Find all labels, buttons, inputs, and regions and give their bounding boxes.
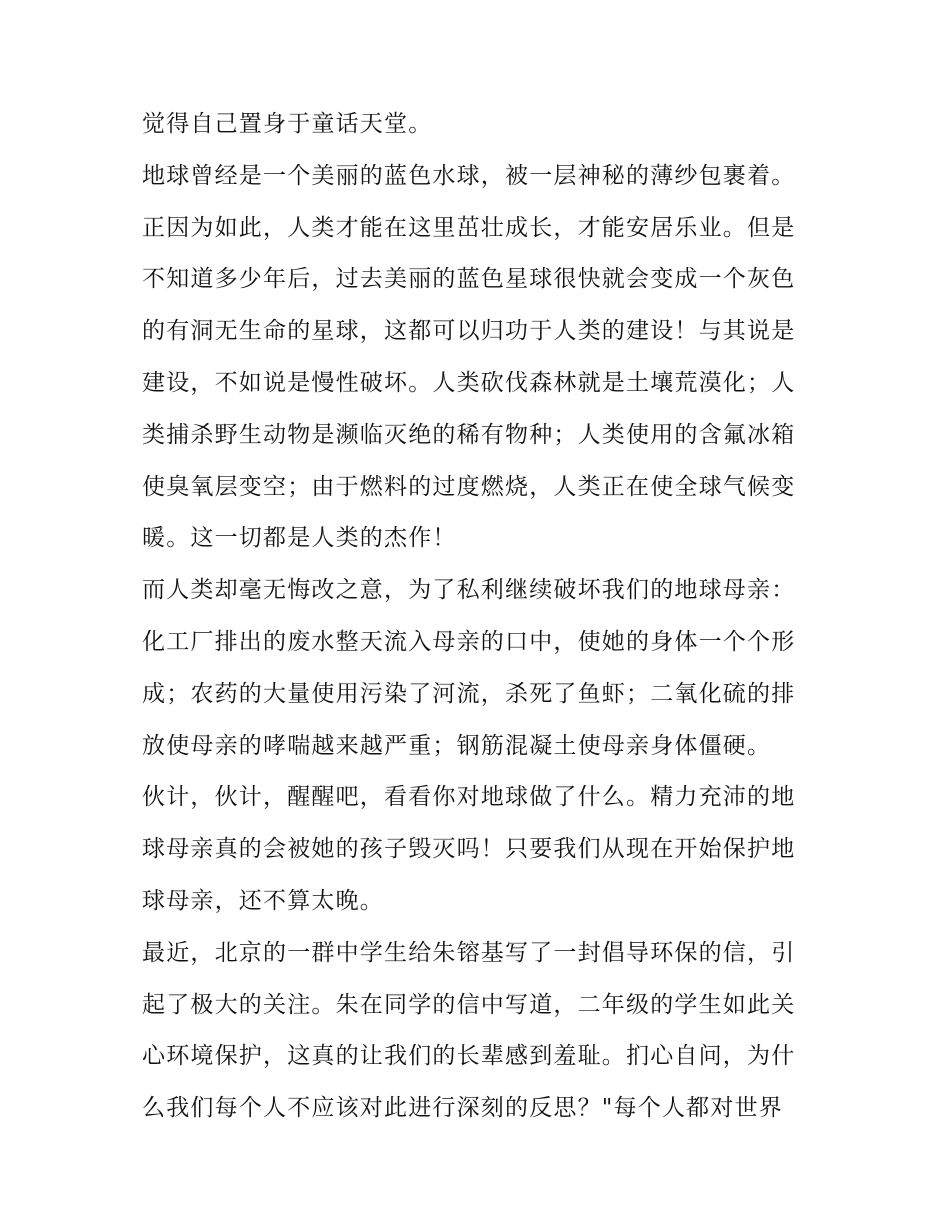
text-line-4: 不知道多少年后，过去美丽的蓝色星球很快就会变成一个灰色: [142, 266, 796, 293]
text-line-7: 类捕杀野生动物是濒临灭绝的稀有物种；人类使用的含氟冰箱: [142, 421, 796, 448]
text-line-2: 地球曾经是一个美丽的蓝色水球，被一层神秘的薄纱包裹着。: [142, 162, 796, 189]
text-line-8: 使臭氧层变空；由于燃料的过度燃烧，人类正在使全球气候变: [142, 473, 796, 500]
text-line-11: 化工厂排出的废水整天流入母亲的口中，使她的身体一个个形: [142, 628, 796, 655]
text-line-14: 伙计，伙计，醒醒吧，看看你对地球做了什么。精力充沛的地: [142, 784, 796, 811]
text-line-15: 球母亲真的会被她的孩子毁灭吗！只要我们从现在开始保护地: [142, 836, 796, 863]
text-line-5: 的有洞无生命的星球，这都可以归功于人类的建设！与其说是: [142, 318, 796, 345]
text-line-6: 建设，不如说是慢性破坏。人类砍伐森林就是土壤荒漠化；人: [142, 369, 796, 396]
text-line-1: 觉得自己置身于童话天堂。: [142, 111, 433, 137]
text-line-17: 最近，北京的一群中学生给朱镕基写了一封倡导环保的信，引: [142, 939, 796, 966]
text-line-19: 心环境保护，这真的让我们的长辈感到羞耻。扪心自问，为什: [142, 1043, 796, 1070]
text-line-12: 成；农药的大量使用污染了河流，杀死了鱼虾；二氧化硫的排: [142, 680, 796, 707]
text-line-3: 正因为如此，人类才能在这里茁壮成长，才能安居乐业。但是: [142, 214, 796, 241]
text-line-9: 暖。这一切都是人类的杰作！: [142, 525, 457, 552]
document-body: [142, 107, 822, 1143]
text-line-18: 起了极大的关注。朱在同学的信中写道，二年级的学生如此关: [142, 991, 796, 1018]
text-line-16: 球母亲，还不算太晚。: [142, 887, 384, 914]
text-line-10: 而人类却毫无悔改之意，为了私利继续破坏我们的地球母亲：: [142, 577, 796, 604]
text-line-13: 放使母亲的哮喘越来越严重；钢筋混凝土使母亲身体僵硬。: [142, 732, 772, 759]
text-line-20: 么我们每个人不应该对此进行深刻的反思？"每个人都对世界: [142, 1095, 783, 1122]
